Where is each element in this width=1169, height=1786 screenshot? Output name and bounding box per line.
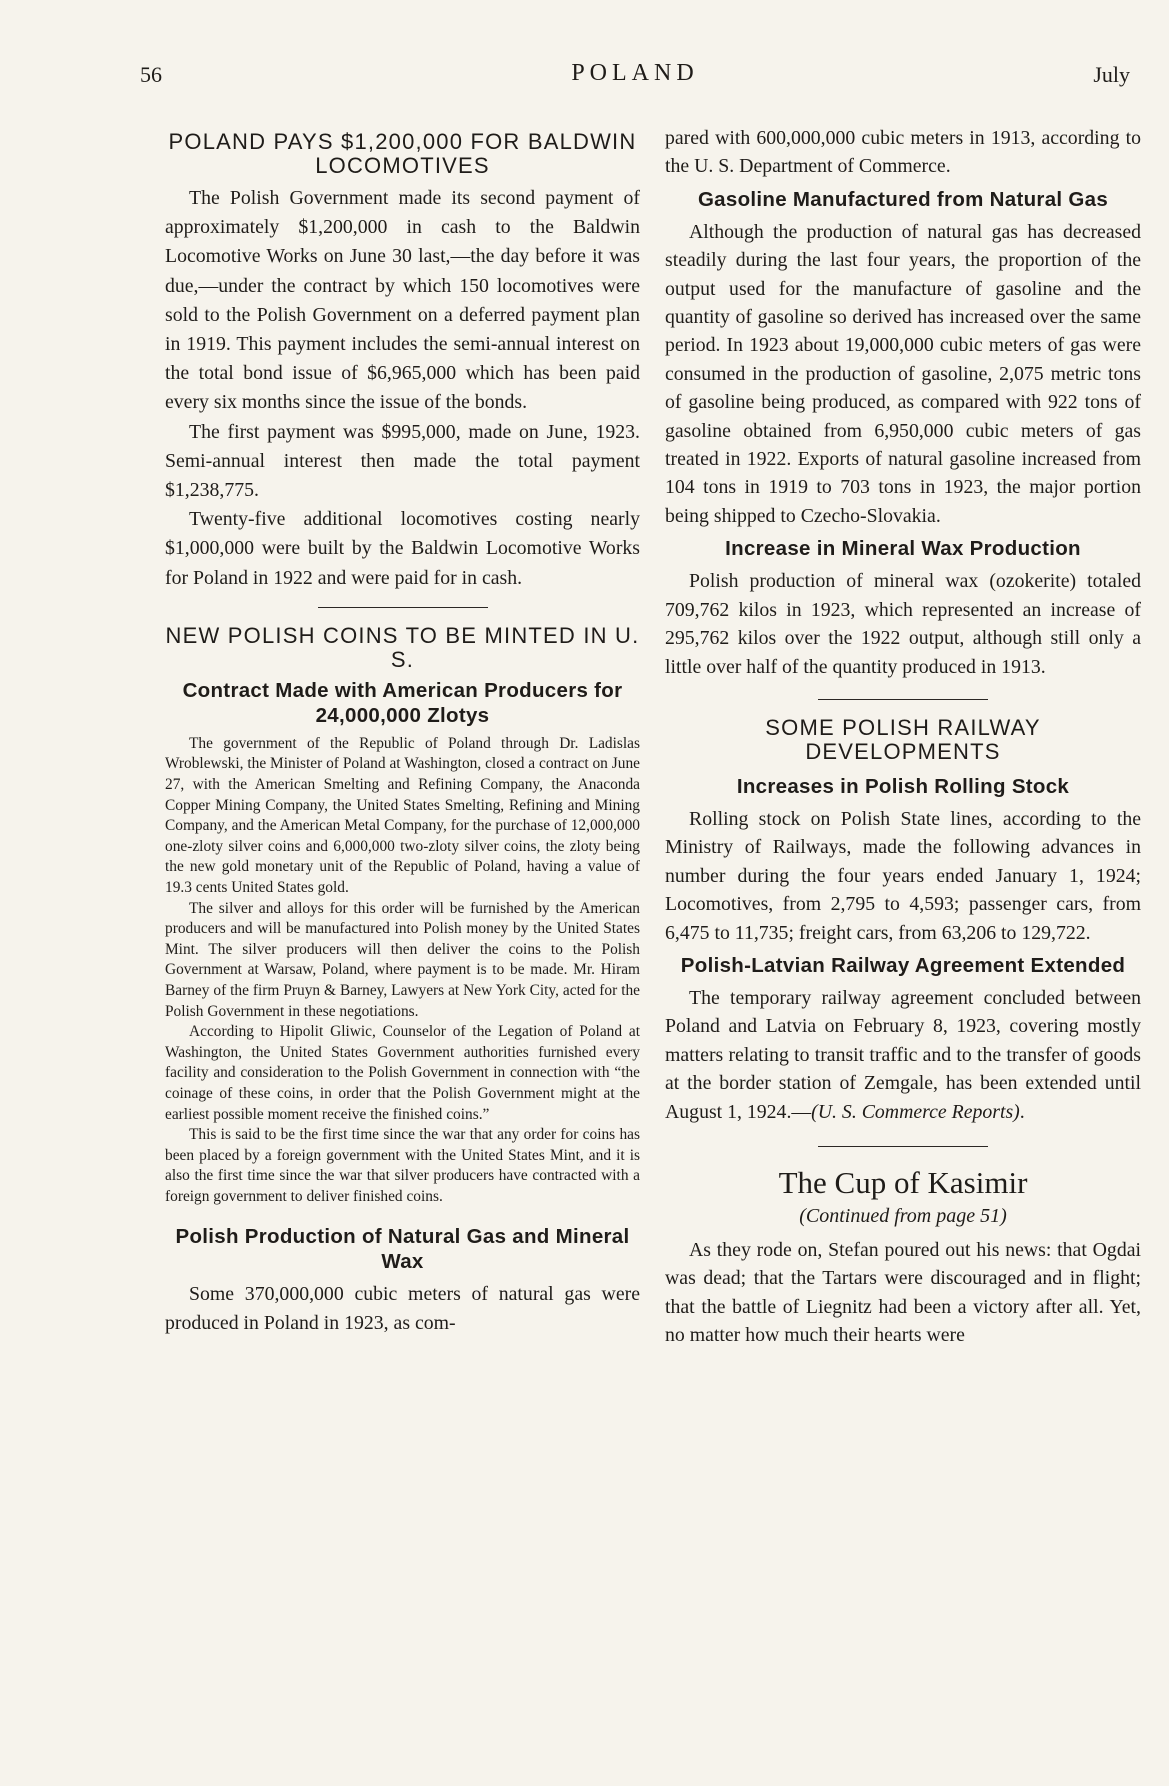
paragraph: Polish production of mineral wax (ozokerite) totaled 709,762 kilos in 1923, which represented an increase of 295,762 kilos over the 1922 output, although still only a little over half of the quantity produced in 1913. [665, 570, 1141, 678]
paragraph: Rolling stock on Polish State lines, according to the Ministry of Railways, made the following advances in number during the four years ended January 1, 1924; Locomotives, from 2,795 to 4,593; passenger cars, from 6,475 to 11,735; freight cars, from 63,206 to 129,722. [665, 807, 1141, 944]
paragraph: The silver and alloys for this order will be furnished by the American producers and will be manufactured into Polish money by the United States Mint. The silver producers will then deliver the coins to the Polish Government at Warsaw, Poland, where payment is to be made. Mr. Hiram Barney of the firm Pruyn & Barney, Lawyers at New York City, acted for the Polish Government in these negotiations. [165, 899, 640, 1020]
story-cup-of-kasimir [665, 1165, 1141, 1350]
paragraph: Twenty-five additional locomotives costing nearly $1,000,000 were built by the Baldwin Locomotive Works for Poland in 1922 and were paid for in cash. [165, 508, 640, 589]
journal-title: POLAND [571, 60, 699, 86]
story-title: The Cup of Kasimir [778, 1164, 1028, 1200]
article-natural-gas [165, 1224, 640, 1338]
paragraph: As they rode on, Stefan poured out his news: that Ogdai was dead; that the Tartars were discouraged and in flight; that the battle of Liegnitz had been a victory after all. Yet, no matter how much their hearts were [665, 1238, 1141, 1347]
paragraph: This is said to be the first time since the war that any order for coins has been placed by a foreign government with the United States Mint, and it is also the first time since the war that silver producers have contracted with a foreign government to deliver finished coins. [165, 1126, 640, 1205]
section-heading: Gasoline Manufactured from Natural Gas [697, 187, 1109, 211]
article-title: SOME POLISH RAILWAY DEVELOPMENTS [765, 714, 1041, 764]
section-divider [818, 1146, 988, 1147]
article-coins [165, 624, 640, 1208]
paragraph: The Polish Government made its second payment of approximately $1,200,000 in cash to the Baldwin Locomotive Works on June 30 last,—the day before it was due,—under the contract by which 150 locomotives were sold to the Polish Government on a deferred payment plan in 1919. This payment includes the semi-annual interest on the total bond issue of $6,965,000 which has been paid every six months since the issue of the bonds. [165, 187, 640, 414]
issue-month: July [1093, 62, 1130, 87]
article-subtitle: Contract Made with American Producers for 24,000,000 Zlotys [182, 678, 623, 727]
source-citation: (U. S. Commerce Reports) [811, 1100, 1020, 1123]
paragraph [665, 984, 1141, 1126]
section-heading: Increases in Polish Rolling Stock [736, 774, 1070, 798]
paragraph: According to Hipolit Gliwic, Counselor of the Legation of Poland at Washington, the United States Government authorities furnished every facility and consideration to the Polish Government in connection with “the coinage of these coins, in order that the Polish Government might at the earliest possible moment receive the finished coins.” [165, 1023, 640, 1123]
paragraph: The government of the Republic of Poland through Dr. Ladislas Wroblewski, the Minister of Poland at Washington, closed a contract on June 27, with the American Smelting and Refining Company, the Anaconda Copper Mining Company, the United States Smelting, Refining and Mining Company, and the American Metal Company, for the purchase of 12,000,000 one-zloty silver coins and 6,000,000 two-zloty silver coins, the zloty being the new gold monetary unit of the Republic of Poland, having a value of 19.3 cents United States gold. [165, 734, 640, 896]
article-title: POLAND PAYS $1,200,000 FOR BALDWIN LOCOMOTIVES [168, 129, 637, 178]
left-column [165, 124, 640, 1338]
paragraph-end: . [1019, 1100, 1025, 1123]
paragraph-text: The temporary railway agreement concluded between Poland and Latvia on February 8, 1923, covering mostly matters relating to transit traffic and to the transfer of goods at the border station of Zemgale, has been extended until August 1, 1924.— [665, 986, 1141, 1123]
right-column [665, 124, 1141, 1350]
article-title: NEW POLISH COINS TO BE MINTED IN U. S. [165, 622, 640, 672]
section-divider [818, 699, 988, 700]
paragraph: The first payment was $995,000, made on June, 1923. Semi-annual interest then made the total payment $1,238,775. [165, 420, 640, 502]
paragraph-continued: pared with 600,000,000 cubic meters in 1913, according to the U. S. Department of Commerce. [665, 127, 1141, 178]
running-head [140, 58, 1130, 94]
section-heading: Polish-Latvian Railway Agreement Extended [680, 953, 1126, 977]
article-title: Polish Production of Natural Gas and Mineral Wax [175, 1224, 630, 1273]
continued-note: (Continued from page 51) [799, 1204, 1007, 1227]
paragraph: Some 370,000,000 cubic meters of natural gas were produced in Poland in 1923, as com- [165, 1282, 640, 1334]
section-divider [318, 607, 488, 608]
page-number: 56 [140, 62, 162, 87]
section-heading: Increase in Mineral Wax Production [725, 537, 1081, 561]
article-locomotives [165, 130, 640, 593]
paragraph: Although the production of natural gas has decreased steadily during the last four years, the proportion of the output used for the manufacture of gasoline and the quantity of gasoline so derived has increased over the same period. In 1923 about 19,000,000 cubic meters of gas were consumed in the production of gasoline, 2,075 metric tons of gasoline being produced, as compared with 922 tons of gasoline obtained from 6,950,000 cubic meters of gas treated in 1922. Exports of natural gasoline increased from 104 tons in 1919 to 703 tons in 1923, the major portion being shipped to Czecho-Slovakia. [665, 220, 1141, 527]
article-railway [665, 716, 1141, 1126]
